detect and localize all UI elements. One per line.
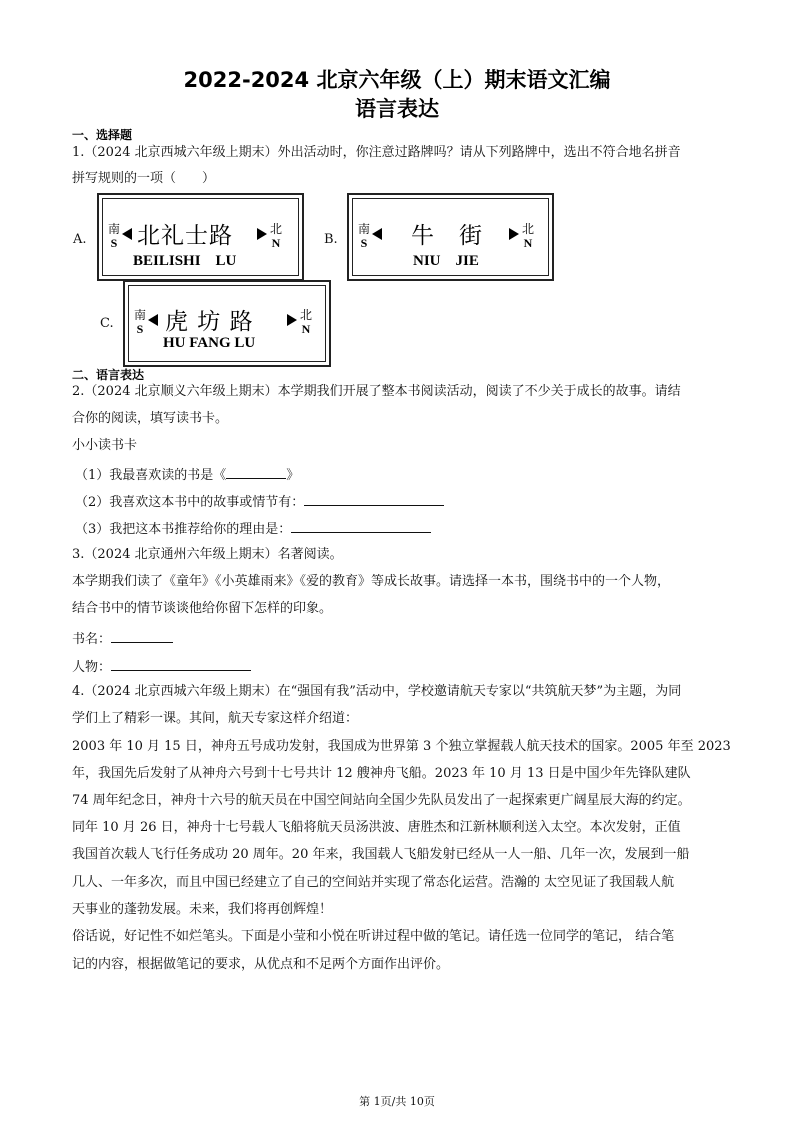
- q1-stem-line2: 拼写规则的一项（ ）: [72, 171, 216, 186]
- road-sign-a-pinyin: BEILISHI LU: [133, 253, 237, 269]
- south-direction: 南 S: [358, 222, 371, 250]
- north-direction: 北 N: [270, 222, 283, 250]
- right-arrow-icon: [509, 228, 519, 240]
- q4-passage-line: 几人、一年多次，而且中国已经建立了自己的空间站并实现了常态化运营。浩瀚的 太空见证了我国载人航: [72, 875, 675, 890]
- section-heading-expression: 二、语言表达: [72, 368, 145, 382]
- q2-item-1: （1）我最喜欢读的书是《 》: [75, 468, 300, 483]
- q3-stem-line1: 3.（2024 北京通州六年级上期末）名著阅读。: [72, 547, 343, 562]
- q4-passage-line: 74 周年纪念日，神舟十六号的航天员在中国空间站向全国少先队员发出了一起探索更广阔星辰大海的约定。: [72, 793, 691, 808]
- recommend-reason-blank[interactable]: [291, 520, 431, 533]
- q4-line: 4.（2024 北京西城六年级上期末）在“强国有我”活动中，学校邀请航天专家以“共筑航天梦”为主题，为同: [72, 684, 682, 699]
- q3-stem-line2: 本学期我们读了《童年》《小英雄雨来》《爱的教育》等成长故事。请选择一本书，围绕书中的一个人物，: [72, 574, 671, 589]
- q4-passage-line: 年，我国先后发射了从神舟六号到十七号共计 12 艘神舟飞船。2023 年 10 月 13 日是中国少年先锋队建队: [72, 766, 691, 781]
- road-sign-b[interactable]: [347, 193, 554, 281]
- road-sign-c-chinese: 虎 坊 路: [165, 309, 254, 335]
- document-subtitle: 语言表达: [355, 97, 439, 121]
- q4-task-line: 俗话说，好记性不如烂笔头。下面是小莹和小悦在听讲过程中做的笔记。请任选一位同学的笔记， 结合笔: [72, 929, 675, 944]
- q3-person-field: 人物：: [72, 658, 724, 676]
- document-title: 2022-2024 北京六年级（上）期末语文汇编: [183, 68, 611, 92]
- north-direction: 北 N: [522, 222, 535, 250]
- option-b-label: B.: [324, 232, 338, 247]
- q2-item-3: （3）我把这本书推荐给你的理由是：: [75, 520, 727, 538]
- q1-stem-line1: 1.（2024 北京西城六年级上期末）外出活动时，你注意过路牌吗？请从下列路牌中，选出不符合地名拼音: [72, 145, 681, 160]
- road-sign-a-chinese: 北礼士路: [137, 223, 233, 249]
- story-plot-blank[interactable]: [304, 493, 444, 506]
- road-sign-b-pinyin: NIU JIE: [413, 253, 479, 269]
- left-arrow-icon: [122, 228, 132, 240]
- road-sign-c[interactable]: [123, 280, 331, 367]
- road-sign-c-pinyin: HU FANG LU: [163, 335, 256, 351]
- q4-passage-line: 同年 10 月 26 日，神舟十七号载人飞船将航天员汤洪波、唐胜杰和江新林顺利送入太空。本次发射，正值: [72, 820, 681, 835]
- q2-item-2: （2）我喜欢这本书中的故事或情节有：: [75, 493, 727, 511]
- south-direction: 南 S: [134, 308, 147, 336]
- south-direction: 南 S: [108, 222, 121, 250]
- left-arrow-icon: [372, 228, 382, 240]
- section-heading-choice: 一、选择题: [72, 128, 133, 142]
- q4-task-line: 记的内容，根据做笔记的要求，从优点和不足两个方面作出评价。: [72, 957, 450, 972]
- q4-passage-line: 我国首次载人飞行任务成功 20 周年。20 年来，我国载人飞船发射已经从一人一船、几年一次，发展到一船: [72, 847, 690, 862]
- option-c-label: C.: [100, 316, 114, 331]
- favorite-book-blank[interactable]: [226, 466, 286, 479]
- q2-stem-line1: 2.（2024 北京顺义六年级上期末）本学期我们开展了整本书阅读活动，阅读了不少关于成长的故事。请结: [72, 384, 681, 399]
- north-direction: 北 N: [300, 308, 313, 336]
- q2-stem-line2: 合你的阅读，填写读书卡。: [72, 411, 229, 426]
- q3-book-field: 书名：: [72, 630, 724, 648]
- q4-passage-line: 天事业的蓬勃发展。未来，我们将再创辉煌！: [72, 902, 333, 917]
- left-arrow-icon: [148, 314, 158, 326]
- road-sign-b-chinese: 牛 街: [411, 223, 483, 249]
- right-arrow-icon: [257, 228, 267, 240]
- page-number: 第 1页/共 10页: [359, 1095, 435, 1108]
- road-sign-a[interactable]: [97, 193, 304, 281]
- person-blank[interactable]: [111, 658, 251, 671]
- q4-passage-line: 2003 年 10 月 15 日，神舟五号成功发射，我国成为世界第 3 个独立掌握载人航天技术的国家。2005 年至 2023: [72, 739, 731, 754]
- option-a-label: A.: [73, 232, 87, 247]
- right-arrow-icon: [287, 314, 297, 326]
- book-name-blank[interactable]: [111, 630, 173, 643]
- q4-line: 学们上了精彩一课。其间，航天专家这样介绍道：: [72, 711, 359, 726]
- q3-stem-line3: 结合书中的情节谈谈他给你留下怎样的印象。: [72, 601, 333, 616]
- reading-card-title: 小小读书卡: [72, 438, 138, 453]
